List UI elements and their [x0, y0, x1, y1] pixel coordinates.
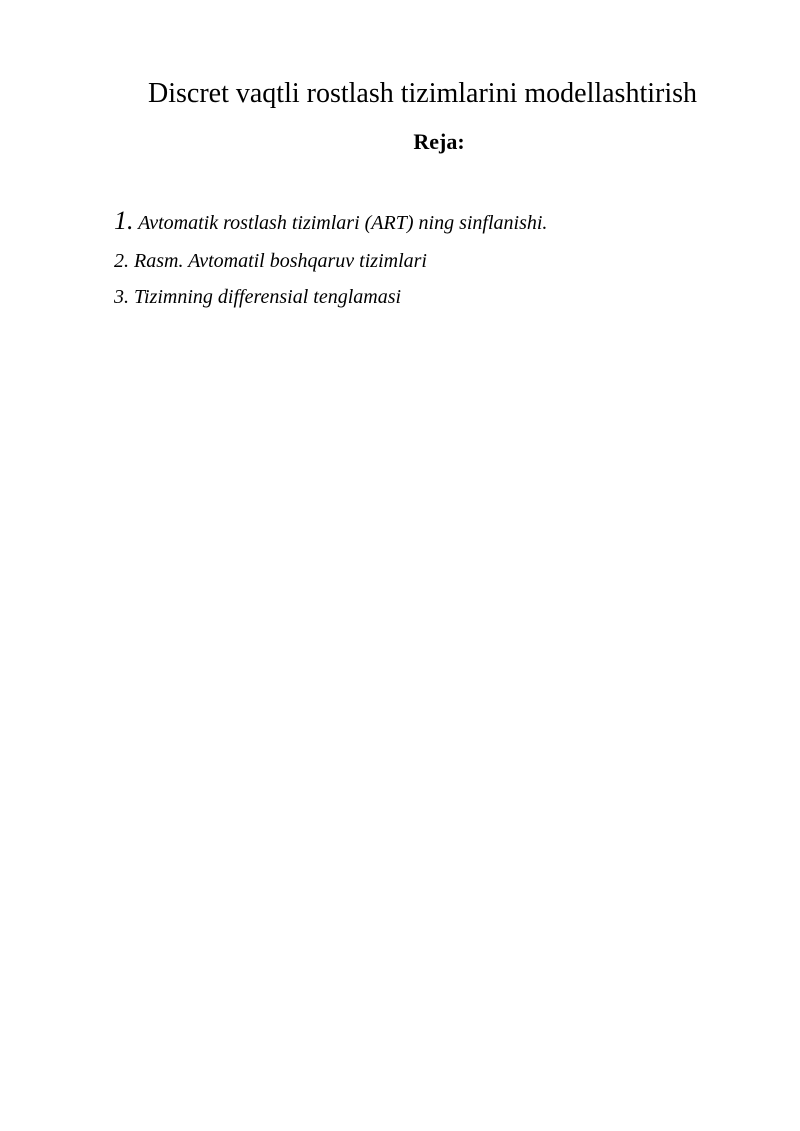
plan-item	[114, 208, 754, 240]
plan-item-number: 1.	[114, 206, 134, 235]
plan-list	[114, 208, 754, 310]
plan-item-text: Tizimning differensial tenglamasi	[129, 286, 402, 308]
document-title: Discret vaqtli rostlash tizimlarini modellashtirish	[148, 78, 698, 109]
plan-item	[114, 248, 754, 274]
plan-heading: Reja:	[413, 129, 465, 154]
plan-item-number: 2.	[114, 250, 129, 272]
plan-item-text: Rasm. Avtomatil boshqaruv tizimlari	[129, 250, 427, 272]
plan-item	[114, 284, 754, 310]
plan-item-number: 3.	[114, 286, 129, 308]
plan-item-text: Avtomatik rostlash tizimlari (ART) ning sinflanishi.	[133, 212, 548, 234]
